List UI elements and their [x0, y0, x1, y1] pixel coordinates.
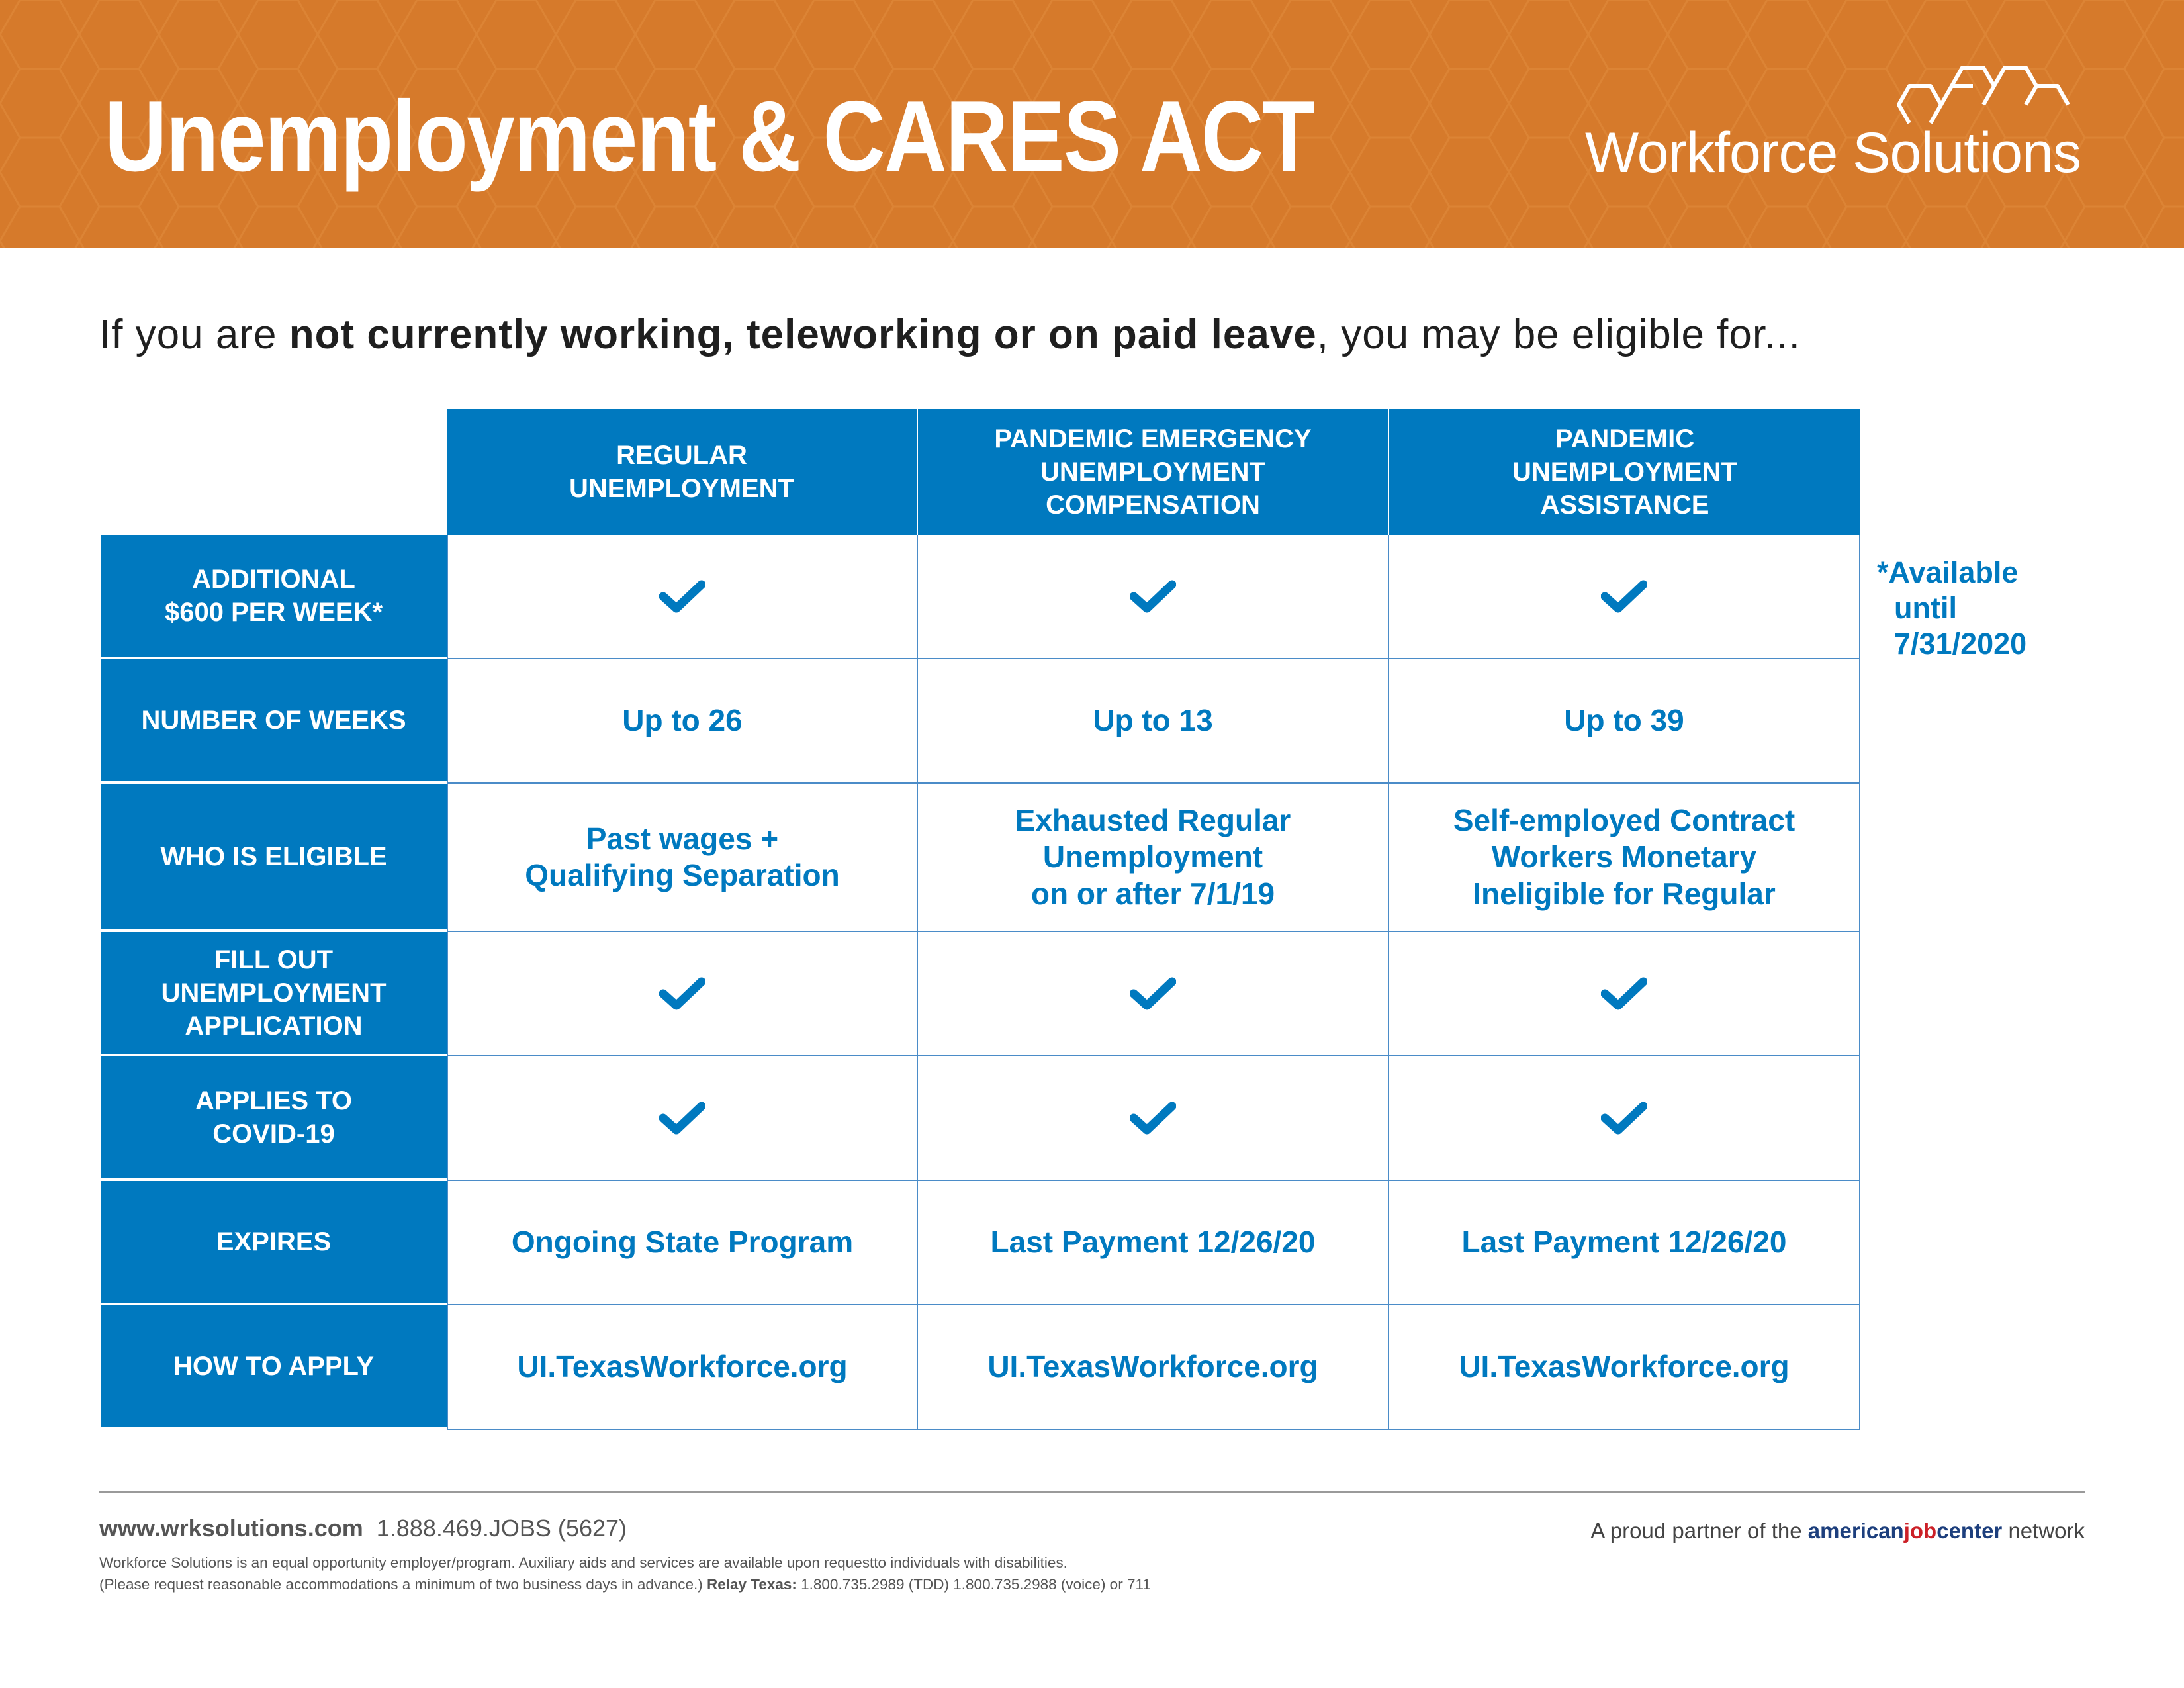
column-header-1: REGULAR UNEMPLOYMENT [447, 409, 917, 535]
website-link[interactable]: www.wrksolutions.com [99, 1515, 363, 1542]
table-cell: Past wages + Qualifying Separation [447, 784, 918, 932]
table-cell: Up to 13 [918, 659, 1389, 784]
table-cell[interactable]: UI.TexasWorkforce.org [1389, 1305, 1860, 1430]
table-cell [447, 535, 918, 659]
checkmark-icon [1130, 579, 1176, 614]
table-cell [1389, 932, 1860, 1056]
note-line-3: 7/31/2020 [1894, 627, 2027, 661]
page-title: Unemployment & CARES ACT [105, 80, 1314, 193]
row-header-7: HOW TO APPLY [101, 1305, 447, 1427]
checkmark-icon [1130, 1101, 1176, 1135]
partner-statement [1590, 1519, 2085, 1544]
table-cell: Up to 39 [1389, 659, 1860, 784]
footer-disclaimer [99, 1552, 1151, 1595]
header-banner [0, 0, 2184, 248]
table-cell [1389, 535, 1860, 659]
table-cell [1389, 1056, 1860, 1181]
brand-job: job [1903, 1519, 1937, 1543]
checkmark-icon [659, 976, 705, 1011]
table-cell: Last Payment 12/26/20 [1389, 1181, 1860, 1305]
table-cell [447, 1056, 918, 1181]
checkmark-icon [1601, 579, 1647, 614]
brand-american: american [1807, 1519, 1904, 1543]
column-header-3: PANDEMIC UNEMPLOYMENT ASSISTANCE [1389, 409, 1860, 535]
table-cell: Self-employed Contract Workers Monetary Ineligible for Regular [1389, 784, 1860, 932]
disclaimer-line-1: Workforce Solutions is an equal opportunity employer/program. Auxiliary aids and services are available upon requestto individuals with disabilities. [99, 1554, 1068, 1571]
intro-suffix: , you may be eligible for... [1316, 312, 1801, 357]
brand-center: center [1936, 1519, 2003, 1543]
disclaimer-line-2 [99, 1574, 1151, 1596]
checkmark-icon [659, 579, 705, 614]
checkmark-icon [1601, 1101, 1647, 1135]
disclaimer-line-2-prefix: (Please request reasonable accommodations a minimum of two business days in advance.) [99, 1575, 707, 1593]
checkmark-icon [659, 1101, 705, 1135]
table-cell: Ongoing State Program [447, 1181, 918, 1305]
table-cell: Exhausted Regular Unemployment on or after 7/1/19 [918, 784, 1389, 932]
logo-text: Workforce Solutions [1585, 121, 2081, 185]
availability-note [1877, 555, 2026, 662]
row-header-6: EXPIRES [101, 1181, 447, 1303]
note-line-1: *Available [1877, 555, 2019, 589]
disclaimer-line-2-suffix: 1.800.735.2989 (TDD) 1.800.735.2988 (voice) or 711 [796, 1575, 1151, 1593]
american-job-center-logo [1808, 1519, 2002, 1543]
table-cell [918, 535, 1389, 659]
footer-divider [99, 1491, 2085, 1493]
workforce-solutions-logo [1585, 57, 2095, 189]
table-cell[interactable]: UI.TexasWorkforce.org [918, 1305, 1389, 1430]
column-header-2: PANDEMIC EMERGENCY UNEMPLOYMENT COMPENSATION [918, 409, 1388, 535]
relay-texas-label: Relay Texas: [706, 1575, 797, 1593]
note-line-2: until [1894, 591, 1957, 625]
partner-prefix: A proud partner of the [1590, 1519, 1808, 1543]
intro-bold: not currently working, teleworking or on paid leave [289, 312, 1317, 357]
row-header-3: WHO IS ELIGIBLE [101, 784, 447, 929]
footer-contact [99, 1515, 627, 1542]
partner-suffix: network [2002, 1519, 2085, 1543]
table-cell: Last Payment 12/26/20 [918, 1181, 1389, 1305]
table-cell [918, 1056, 1389, 1181]
row-header-5: APPLIES TO COVID-19 [101, 1056, 447, 1178]
checkmark-icon [1130, 976, 1176, 1011]
phone-number: 1.888.469.JOBS (5627) [376, 1515, 627, 1542]
intro-text [99, 311, 1801, 358]
table-cell[interactable]: UI.TexasWorkforce.org [447, 1305, 918, 1430]
row-header-4: FILL OUT UNEMPLOYMENT APPLICATION [101, 932, 447, 1054]
table-cell [918, 932, 1389, 1056]
checkmark-icon [1601, 976, 1647, 1011]
table-cell [447, 932, 918, 1056]
row-header-2: NUMBER OF WEEKS [101, 659, 447, 781]
row-header-1: ADDITIONAL $600 PER WEEK* [101, 535, 447, 657]
intro-prefix: If you are [99, 312, 289, 357]
hexagon-logo-icon [1896, 57, 2081, 130]
table-cell: Up to 26 [447, 659, 918, 784]
